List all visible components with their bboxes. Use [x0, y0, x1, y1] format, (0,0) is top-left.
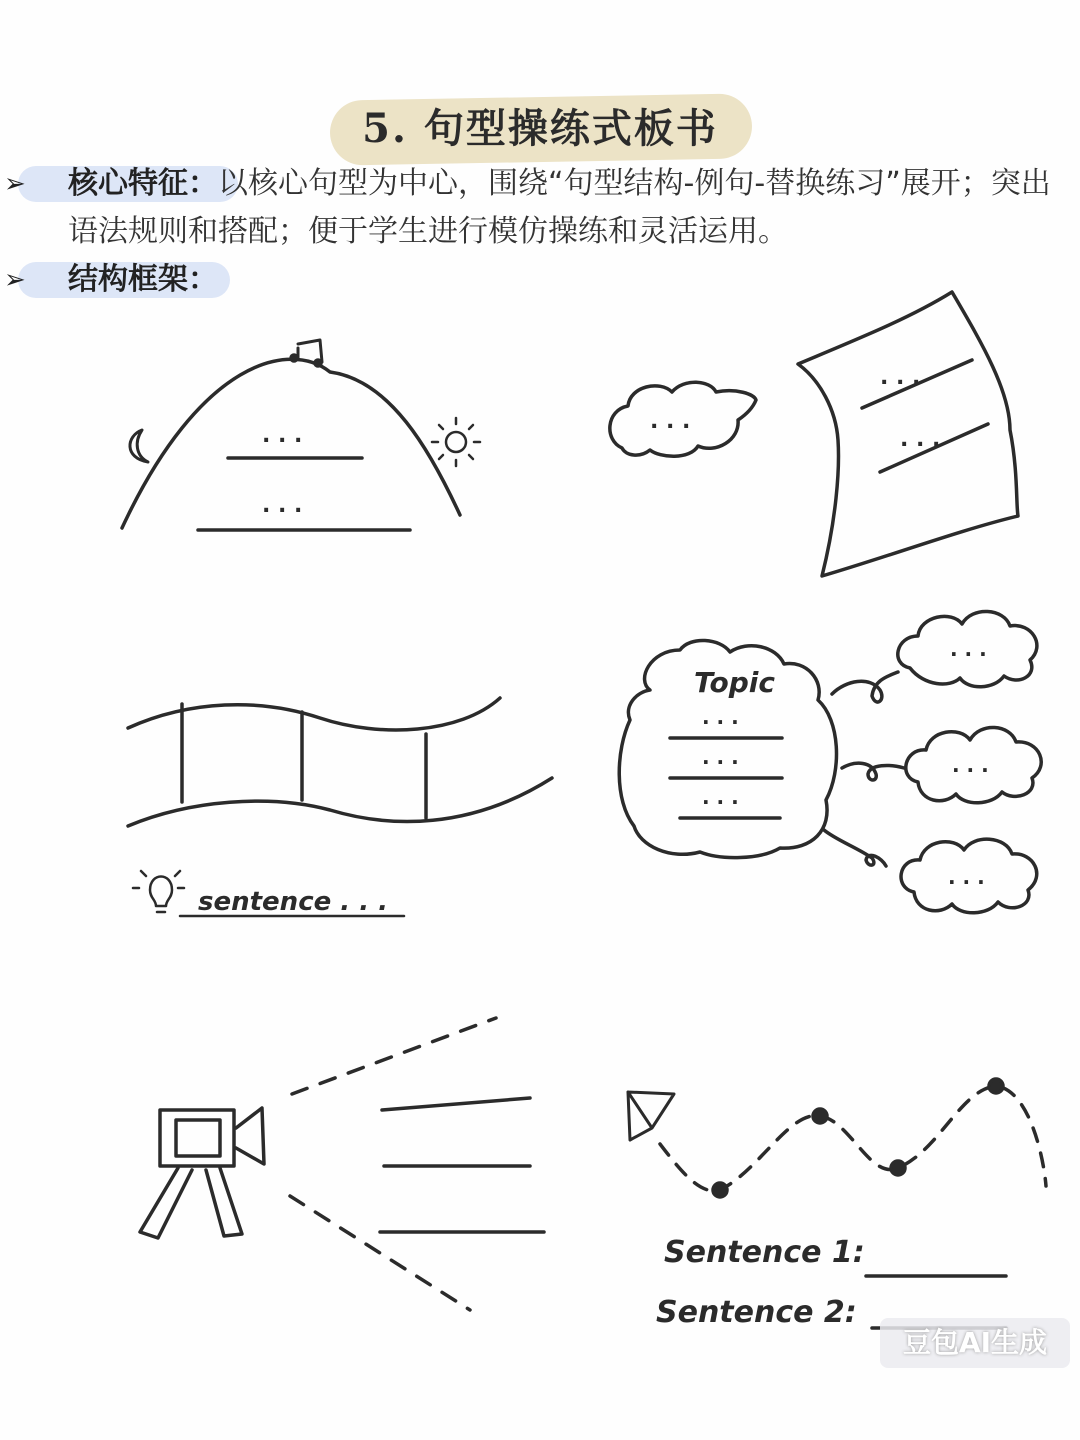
- moon-icon: [130, 430, 148, 462]
- sentence-1-label: Sentence 1:: [664, 1235, 865, 1270]
- page-title: 5. 句型操练式板书: [332, 91, 748, 164]
- watermark: 豆包AI生成: [880, 1318, 1070, 1368]
- hill-sketch: [122, 340, 480, 530]
- kite-path: [660, 1086, 1046, 1191]
- topic-label: Topic: [694, 666, 775, 699]
- path-dot: [989, 1079, 1003, 1093]
- tripod-leg-right: [206, 1168, 242, 1236]
- camera-lens-window: [176, 1120, 220, 1156]
- arrow-bullet-icon: ➢: [4, 265, 26, 295]
- film-strip-sketch: [128, 698, 552, 917]
- topic-dots-1: . . .: [702, 705, 739, 729]
- cloud-3-dots: . . .: [948, 865, 985, 889]
- projection-ray-top: [292, 1018, 496, 1094]
- sun-icon: [432, 418, 480, 466]
- camera-sketch: [140, 1018, 544, 1310]
- topic-dots-2: . . .: [702, 745, 739, 769]
- film-bottom-edge: [128, 778, 552, 826]
- cloud-paper-sketch: [610, 292, 1018, 576]
- kite-sketch: [628, 1079, 1046, 1330]
- lightbulb-icon: [133, 871, 184, 912]
- arrow-bullet-icon: ➢: [4, 169, 26, 199]
- paper-dots-1: . . .: [880, 365, 921, 390]
- path-dot: [891, 1161, 905, 1175]
- paper-dots-2: . . .: [900, 427, 941, 452]
- bullet-label: 核心特征：: [68, 166, 218, 201]
- tripod-leg-left: [140, 1168, 192, 1238]
- camera-lens: [236, 1108, 264, 1164]
- camera-line-1: [382, 1098, 530, 1110]
- connector-1: [832, 672, 898, 702]
- hill-dots-2: . . .: [262, 493, 303, 518]
- bullet-body: 以核心句型为中心，围绕“句型结构-例句-替换练习”展开；突出语法规则和搭配；便于学生进行模仿操练和灵活运用。: [68, 166, 1051, 249]
- cloud-2-dots: . . .: [952, 753, 989, 777]
- bullet-label: 结构框架：: [68, 262, 218, 297]
- film-top-edge: [128, 698, 500, 730]
- path-dot: [813, 1109, 827, 1123]
- path-dot: [713, 1183, 727, 1197]
- sentence-2-label: Sentence 2:: [656, 1295, 857, 1330]
- projection-ray-bottom: [290, 1196, 470, 1310]
- topic-map-sketch: [619, 611, 1041, 912]
- cloud-dots: . . .: [650, 409, 691, 434]
- hill-dots-1: . . .: [262, 423, 303, 448]
- film-caption: sentence . . .: [198, 887, 389, 917]
- cloud-1-dots: . . .: [950, 637, 987, 661]
- topic-dots-3: . . .: [702, 785, 739, 809]
- kite-icon: [628, 1092, 674, 1140]
- connector-2: [842, 763, 904, 780]
- connector-3: [824, 830, 886, 866]
